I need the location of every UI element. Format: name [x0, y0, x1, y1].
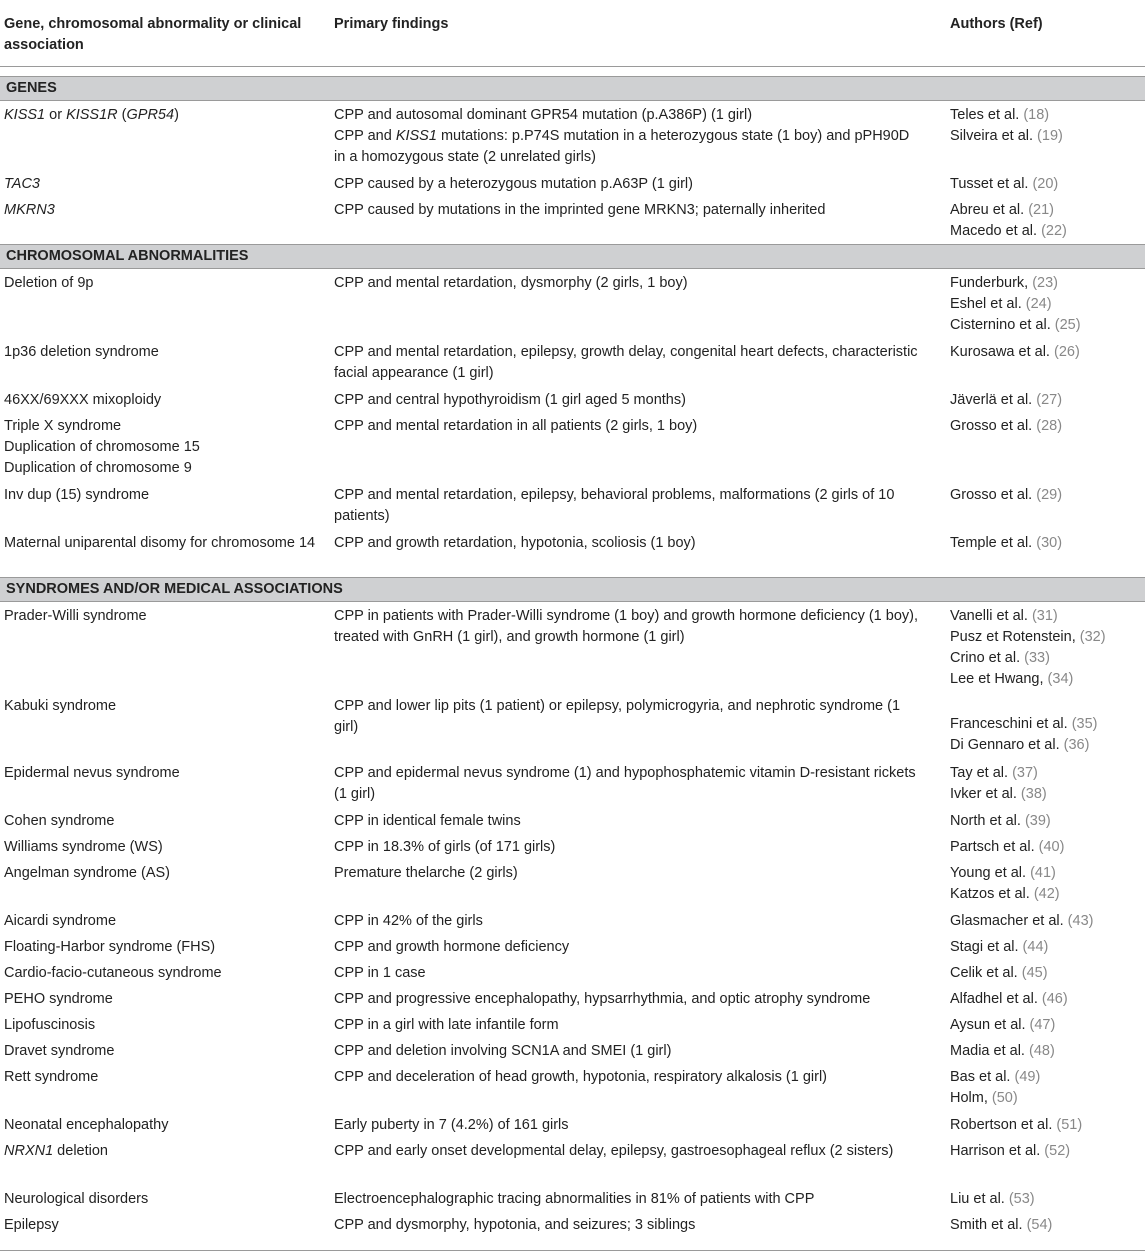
author-entry — [950, 1015, 1140, 1036]
author-name: Grosso et al. — [950, 487, 1037, 503]
reference-link[interactable]: (32) — [1079, 629, 1106, 645]
author-entry — [950, 863, 1140, 884]
cell-entity: KISS1 or KISS1R (GPR54) — [4, 107, 179, 123]
cell-findings: CPP in 1 case — [334, 965, 426, 981]
reference-link[interactable]: (40) — [1038, 839, 1065, 855]
reference-link[interactable]: (39) — [1024, 813, 1051, 829]
cell-entity: Neurological disorders — [4, 1191, 149, 1207]
cell-entity: Maternal uniparental disomy for chromosome 14 — [4, 535, 316, 551]
table-bottom-rule — [0, 1250, 1145, 1251]
cell-authors — [950, 533, 1140, 554]
reference-link[interactable]: (31) — [1031, 608, 1058, 624]
author-name: Aysun et al. — [950, 1017, 1030, 1033]
author-entry — [950, 294, 1140, 315]
cell-entity: Aicardi syndrome — [4, 913, 117, 929]
author-entry — [950, 105, 1140, 126]
author-name: Cisternino et al. — [950, 317, 1055, 333]
reference-link[interactable]: (29) — [1036, 487, 1063, 503]
table-row — [0, 1011, 1145, 1037]
table-row — [0, 386, 1145, 412]
cell-authors — [950, 937, 1140, 958]
table-row — [0, 1211, 1145, 1237]
cell-entity: Kabuki syndrome — [4, 698, 117, 714]
cell-entity: PEHO syndrome — [4, 991, 113, 1007]
cell-authors — [950, 714, 1140, 756]
reference-link[interactable]: (51) — [1056, 1117, 1083, 1133]
cell-findings: CPP in 42% of the girls — [334, 913, 483, 929]
reference-link[interactable]: (34) — [1047, 671, 1074, 687]
cell-findings: CPP caused by mutations in the imprinted gene MRKN3; paternally inherited — [334, 202, 826, 218]
author-name: Tusset et al. — [950, 176, 1033, 192]
author-name: North et al. — [950, 813, 1025, 829]
table-row — [0, 170, 1145, 196]
section-header: GENES — [0, 76, 1145, 101]
reference-link[interactable]: (36) — [1063, 737, 1090, 753]
cell-entity: Cardio-facio-cutaneous syndrome — [4, 965, 222, 981]
table-row — [0, 692, 1145, 759]
cell-findings: CPP and epidermal nevus syndrome (1) and hypophosphatemic vitamin D-resistant rickets (1 girl) — [334, 765, 916, 802]
author-entry — [950, 174, 1140, 195]
cell-authors — [950, 342, 1140, 363]
author-entry — [950, 735, 1140, 756]
cell-findings: CPP and growth hormone deficiency — [334, 939, 570, 955]
cell-findings: CPP and autosomal dominant GPR54 mutation (p.A386P) (1 girl) CPP and KISS1 mutations: p.P74S mutation in a heterozygous state (1 boy) and pPH90D in a homozygous state (2 unrelated girls) — [334, 107, 910, 165]
cell-entity: Floating-Harbor syndrome (FHS) — [4, 939, 216, 955]
reference-link[interactable]: (54) — [1026, 1217, 1053, 1233]
reference-link[interactable]: (26) — [1053, 344, 1080, 360]
table-row — [0, 412, 1145, 481]
table-row — [0, 1037, 1145, 1063]
cell-authors — [950, 174, 1140, 195]
cell-findings: CPP and mental retardation, epilepsy, growth delay, congenital heart defects, characteristic facial appearance (1 girl) — [334, 344, 918, 381]
section-header: CHROMOSOMAL ABNORMALITIES — [0, 244, 1145, 269]
author-name: Smith et al. — [950, 1217, 1027, 1233]
reference-link[interactable]: (47) — [1029, 1017, 1056, 1033]
author-name: Silveira et al. — [950, 128, 1038, 144]
author-name: Celik et al. — [950, 965, 1022, 981]
author-entry — [950, 714, 1140, 735]
cell-authors — [950, 763, 1140, 805]
table-row — [0, 1137, 1145, 1185]
cell-entity: Deletion of 9p — [4, 275, 94, 291]
author-entry — [950, 884, 1140, 905]
cell-entity: Williams syndrome (WS) — [4, 839, 163, 855]
cell-entity: Inv dup (15) syndrome — [4, 487, 150, 503]
cell-findings: CPP in identical female twins — [334, 813, 521, 829]
cell-authors — [950, 273, 1140, 336]
author-entry — [950, 1141, 1140, 1162]
reference-link[interactable]: (41) — [1030, 865, 1056, 881]
cell-findings: Premature thelarche (2 girls) — [334, 865, 518, 881]
reference-link[interactable]: (37) — [1012, 765, 1038, 781]
cell-authors — [950, 837, 1140, 858]
cell-findings: CPP and progressive encephalopathy, hypsarrhythmia, and optic atrophy syndrome — [334, 991, 871, 1007]
reference-link[interactable]: (28) — [1036, 418, 1063, 434]
reference-link[interactable]: (35) — [1071, 716, 1098, 732]
table-row — [0, 196, 1145, 244]
cell-findings: CPP and mental retardation, dysmorphy (2 girls, 1 boy) — [334, 275, 688, 291]
author-name: Tay et al. — [950, 765, 1013, 781]
cell-authors — [950, 1141, 1140, 1162]
author-name: Crino et al. — [950, 650, 1025, 666]
author-entry — [950, 937, 1140, 958]
author-entry — [950, 837, 1140, 858]
table-row — [0, 933, 1145, 959]
cell-findings: CPP and deceleration of head growth, hypotonia, respiratory alkalosis (1 girl) — [334, 1069, 827, 1085]
author-entry — [950, 606, 1140, 627]
cell-findings: CPP and deletion involving SCN1A and SMEI (1 girl) — [334, 1043, 672, 1059]
table-row — [0, 759, 1145, 807]
author-entry — [950, 342, 1140, 363]
author-name: Young et al. — [950, 865, 1031, 881]
author-entry — [950, 1215, 1140, 1236]
cell-authors — [950, 105, 1140, 147]
cell-findings: Early puberty in 7 (4.2%) of 161 girls — [334, 1117, 569, 1133]
author-name: Eshel et al. — [950, 296, 1026, 312]
author-entry — [950, 126, 1140, 147]
reference-link[interactable]: (22) — [1041, 223, 1067, 239]
cell-entity: MKRN3 — [4, 202, 55, 218]
cell-entity: Prader-Willi syndrome — [4, 608, 147, 624]
author-name: Macedo et al. — [950, 223, 1042, 239]
author-name: Madia et al. — [950, 1043, 1029, 1059]
reference-link[interactable]: (44) — [1022, 939, 1049, 955]
table-row — [0, 101, 1145, 170]
cell-entity: Epidermal nevus syndrome — [4, 765, 180, 781]
reference-link[interactable]: (42) — [1033, 886, 1060, 902]
cell-findings: CPP in patients with Prader-Willi syndrome (1 boy) and growth hormone deficiency (1 boy), treated with GnRH (1 girl), and growth hormone (1 girl) — [334, 608, 919, 645]
cell-authors — [950, 485, 1140, 506]
cell-entity: Neonatal encephalopathy — [4, 1117, 169, 1133]
author-name: Glasmacher et al. — [950, 913, 1068, 929]
table-row — [0, 1063, 1145, 1111]
reference-link[interactable]: (30) — [1036, 535, 1063, 551]
author-entry — [950, 963, 1140, 984]
table-row — [0, 807, 1145, 833]
reference-link[interactable]: (38) — [1020, 786, 1047, 802]
cell-entity: TAC3 — [4, 176, 40, 192]
author-name: Robertson et al. — [950, 1117, 1057, 1133]
author-entry — [950, 200, 1140, 221]
table-row — [0, 959, 1145, 985]
cell-findings: CPP and lower lip pits (1 patient) or epilepsy, polymicrogyria, and nephrotic syndrome (1 girl) — [334, 698, 901, 735]
reference-link[interactable]: (53) — [1008, 1191, 1035, 1207]
author-name: Bas et al. — [950, 1069, 1015, 1085]
cell-authors — [950, 390, 1140, 411]
cell-findings: CPP caused by a heterozygous mutation p.A63P (1 girl) — [334, 176, 693, 192]
author-entry — [950, 1041, 1140, 1062]
header-gene: Gene, chromosomal abnormality or clinical association — [4, 16, 302, 53]
cell-entity: NRXN1 deletion — [4, 1143, 108, 1159]
author-name: Liu et al. — [950, 1191, 1009, 1207]
cell-authors — [950, 1015, 1140, 1036]
header-findings: Primary findings — [334, 16, 449, 32]
author-entry — [950, 911, 1140, 932]
reference-link[interactable]: (18) — [1023, 107, 1050, 123]
cell-findings: CPP and central hypothyroidism (1 girl aged 5 months) — [334, 392, 686, 408]
cell-entity: Rett syndrome — [4, 1069, 99, 1085]
cell-authors — [950, 200, 1140, 242]
author-entry — [950, 533, 1140, 554]
reference-link[interactable]: (52) — [1044, 1143, 1071, 1159]
table-row — [0, 985, 1145, 1011]
author-entry — [950, 485, 1140, 506]
author-name: Ivker et al. — [950, 786, 1021, 802]
author-entry — [950, 416, 1140, 437]
author-entry — [950, 648, 1140, 669]
cell-entity: Lipofuscinosis — [4, 1017, 96, 1033]
author-entry — [950, 221, 1140, 242]
reference-link[interactable]: (21) — [1028, 202, 1054, 218]
table-row — [0, 907, 1145, 933]
cell-entity: 46XX/69XXX mixoploidy — [4, 392, 162, 408]
author-name: Teles et al. — [950, 107, 1024, 123]
reference-link[interactable]: (45) — [1021, 965, 1048, 981]
author-entry — [950, 1088, 1140, 1109]
cell-authors — [950, 1115, 1140, 1136]
reference-link[interactable]: (20) — [1032, 176, 1059, 192]
cell-findings: CPP and dysmorphy, hypotonia, and seizures; 3 siblings — [334, 1217, 696, 1233]
cell-authors — [950, 963, 1140, 984]
table-row — [0, 833, 1145, 859]
author-entry — [950, 315, 1140, 336]
table-row — [0, 269, 1145, 338]
cell-findings: CPP in a girl with late infantile form — [334, 1017, 559, 1033]
cell-authors — [950, 989, 1140, 1010]
table-row — [0, 602, 1145, 692]
author-entry — [950, 390, 1140, 411]
cell-findings: CPP and mental retardation in all patients (2 girls, 1 boy) — [334, 418, 698, 434]
author-name: Vanelli et al. — [950, 608, 1032, 624]
table-row — [0, 338, 1145, 386]
reference-link[interactable]: (33) — [1024, 650, 1050, 666]
cell-authors — [950, 1041, 1140, 1062]
author-name: Holm, — [950, 1090, 992, 1106]
author-entry — [950, 989, 1140, 1010]
author-entry — [950, 669, 1140, 690]
author-name: Katzos et al. — [950, 886, 1034, 902]
cell-entity: Angelman syndrome (AS) — [4, 865, 171, 881]
cell-findings: CPP and growth retardation, hypotonia, scoliosis (1 boy) — [334, 535, 696, 551]
author-entry — [950, 784, 1140, 805]
author-entry — [950, 763, 1140, 784]
cell-entity: Triple X syndrome Duplication of chromosome 15 Duplication of chromosome 9 — [4, 418, 200, 476]
section-header: SYNDROMES AND/OR MEDICAL ASSOCIATIONS — [0, 577, 1145, 602]
reference-link[interactable]: (49) — [1014, 1069, 1041, 1085]
reference-link[interactable]: (48) — [1029, 1043, 1055, 1059]
author-name: Lee et Hwang, — [950, 671, 1048, 687]
table-row — [0, 481, 1145, 529]
author-name: Kurosawa et al. — [950, 344, 1054, 360]
cell-authors — [950, 911, 1140, 932]
table-row — [0, 1111, 1145, 1137]
reference-link[interactable]: (43) — [1067, 913, 1094, 929]
cell-entity: Dravet syndrome — [4, 1043, 115, 1059]
cell-findings: CPP and early onset developmental delay, epilepsy, gastroesophageal reflux (2 sisters) — [334, 1143, 894, 1159]
reference-link[interactable]: (50) — [991, 1090, 1018, 1106]
author-name: Harrison et al. — [950, 1143, 1045, 1159]
reference-link[interactable]: (27) — [1036, 392, 1063, 408]
table-row — [0, 859, 1145, 907]
author-name: Jäverlä et al. — [950, 392, 1037, 408]
cell-authors — [950, 1067, 1140, 1109]
cell-authors — [950, 1189, 1140, 1210]
cell-authors — [950, 863, 1140, 905]
author-name: Di Gennaro et al. — [950, 737, 1064, 753]
cell-findings: CPP in 18.3% of girls (of 171 girls) — [334, 839, 556, 855]
author-name: Pusz et Rotenstein, — [950, 629, 1080, 645]
cell-authors — [950, 606, 1140, 690]
author-name: Funderburk, — [950, 275, 1033, 291]
cell-findings: CPP and mental retardation, epilepsy, behavioral problems, malformations (2 girls of 10 patients) — [334, 487, 895, 524]
author-entry — [950, 1189, 1140, 1210]
author-name: Stagi et al. — [950, 939, 1023, 955]
table-row — [0, 529, 1145, 577]
cell-findings: Electroencephalographic tracing abnormalities in 81% of patients with CPP — [334, 1191, 815, 1207]
author-name: Partsch et al. — [950, 839, 1039, 855]
table-header — [0, 0, 1145, 66]
cell-authors — [950, 416, 1140, 437]
table-row — [0, 1185, 1145, 1211]
cell-authors — [950, 1215, 1140, 1236]
reference-link[interactable]: (24) — [1025, 296, 1052, 312]
author-name: Abreu et al. — [950, 202, 1029, 218]
author-entry — [950, 273, 1140, 294]
reference-link[interactable]: (23) — [1032, 275, 1059, 291]
author-name: Franceschini et al. — [950, 716, 1072, 732]
reference-link[interactable]: (19) — [1037, 128, 1063, 144]
cell-entity: Epilepsy — [4, 1217, 59, 1233]
header-authors: Authors (Ref) — [950, 16, 1043, 32]
cell-authors — [950, 811, 1140, 832]
author-entry — [950, 627, 1140, 648]
author-name: Temple et al. — [950, 535, 1037, 551]
author-name: Grosso et al. — [950, 418, 1037, 434]
author-name: Alfadhel et al. — [950, 991, 1042, 1007]
author-entry — [950, 811, 1140, 832]
cell-entity: Cohen syndrome — [4, 813, 115, 829]
table-body — [0, 76, 1145, 1237]
author-entry — [950, 1067, 1140, 1088]
cell-entity: 1p36 deletion syndrome — [4, 344, 159, 360]
reference-link[interactable]: (25) — [1054, 317, 1081, 333]
author-entry — [950, 1115, 1140, 1136]
reference-link[interactable]: (46) — [1041, 991, 1068, 1007]
